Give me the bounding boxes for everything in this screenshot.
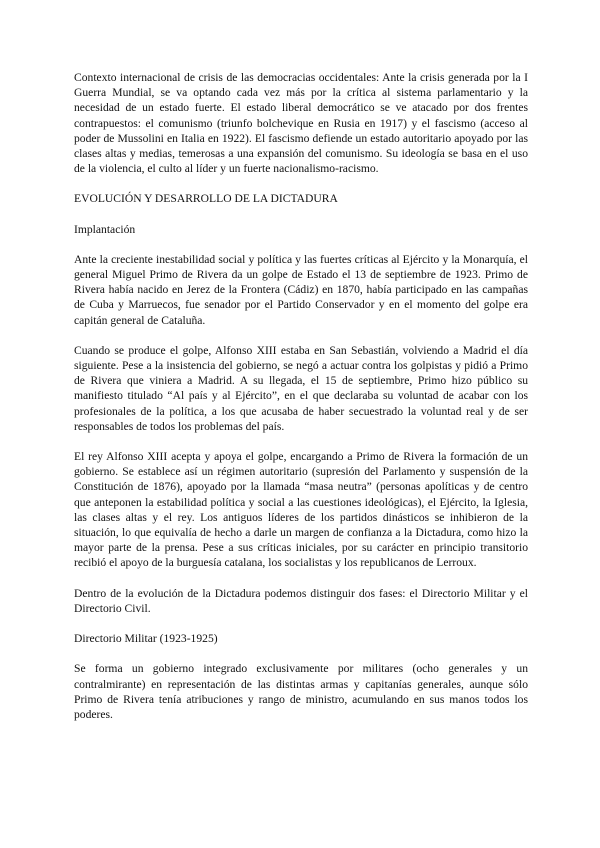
paragraph-regimen: El rey Alfonso XIII acepta y apoya el golpe, encargando a Primo de Rivera la formación de un gobierno. Se establece así un régimen autoritario (supresión del Parlamento y suspensión de la Constitución de 1876), apoyado por la llamada “masa neutra” (personas apolíticas y de centro que anteponen la estabilidad política y social a las cuestiones ideológicas), el Ejército, la Iglesia, las clases altas y el rey. Los antiguos líderes de los partidos dinásticos se inhibieron de la situación, lo que equivalía de hecho a darle un margen de confianza a la Dictadura, como hizo la mayor parte de la prensa. Pese a sus críticas iniciales, por su carácter en principio transitorio recibió el apoyo de la burguesía catalana, los socialistas y los republicanos de Lerroux.	[74, 450, 528, 570]
subheading-directorio-militar: Directorio Militar (1923-1925)	[74, 632, 218, 646]
paragraph-alfonso: Cuando se produce el golpe, Alfonso XIII estaba en San Sebastián, volviendo a Madrid el día siguiente. Pese a la insistencia del gobierno, se negó a actuar contra los golpistas y pidió a Primo de Rivera que viniera a Madrid. A su llegada, el 15 de septiembre, Primo hizo público su manifiesto titulado “Al país y al Ejército”, en el que declaraba su voluntad de acabar con los profesionales de la política, a los que acusaba de haber secuestrado la voluntad real y de ser responsables de todos los problemas del país.	[74, 343, 528, 433]
paragraph-context: Contexto internacional de crisis de las democracias occidentales: Ante la crisis generada por la I Guerra Mundial, se va optando cada vez más por la crítica al sistema parlamentario y la necesidad de un estado fuerte. El estado liberal democrático se ve atacado por dos frentes contrapuestos: el comunismo (triunfo bolchevique en Rusia en 1917) y el fascismo (acceso al poder de Mussolini en Italia en 1922). El fascismo defiende un estado autoritario apoyado por las clases altas y medias, temerosas a una expansión del comunismo. Su ideología se basa en el uso de la violencia, el culto al líder y un fuerte nacionalismo-racismo.	[74, 71, 528, 176]
paragraph-fases: Dentro de la evolución de la Dictadura podemos distinguir dos fases: el Directorio Militar y el Directorio Civil.	[74, 586, 528, 615]
paragraph-golpe: Ante la creciente inestabilidad social y política y las fuertes críticas al Ejército y la Monarquía, el general Miguel Primo de Rivera da un golpe de Estado el 13 de septiembre de 1923. Primo de Rivera había nacido en Jerez de la Frontera (Cádiz) en 1870, había participado en las campañas de Cuba y Marruecos, fue senador por el Partido Conservador y en el momento del golpe era capitán general de Cataluña.	[74, 252, 528, 327]
subheading-implantacion: Implantación	[74, 222, 136, 236]
paragraph-directorio: Se forma un gobierno integrado exclusivamente por militares (ocho generales y un contralmirante) en representación de las distintas armas y capitanías generales, aunque sólo Primo de Rivera tenía atribuciones y rango de ministro, acumulando en sus manos todos los poderes.	[74, 662, 528, 721]
section-heading: EVOLUCIÓN Y DESARROLLO DE LA DICTADURA	[74, 192, 338, 206]
document-page	[74, 70, 528, 722]
